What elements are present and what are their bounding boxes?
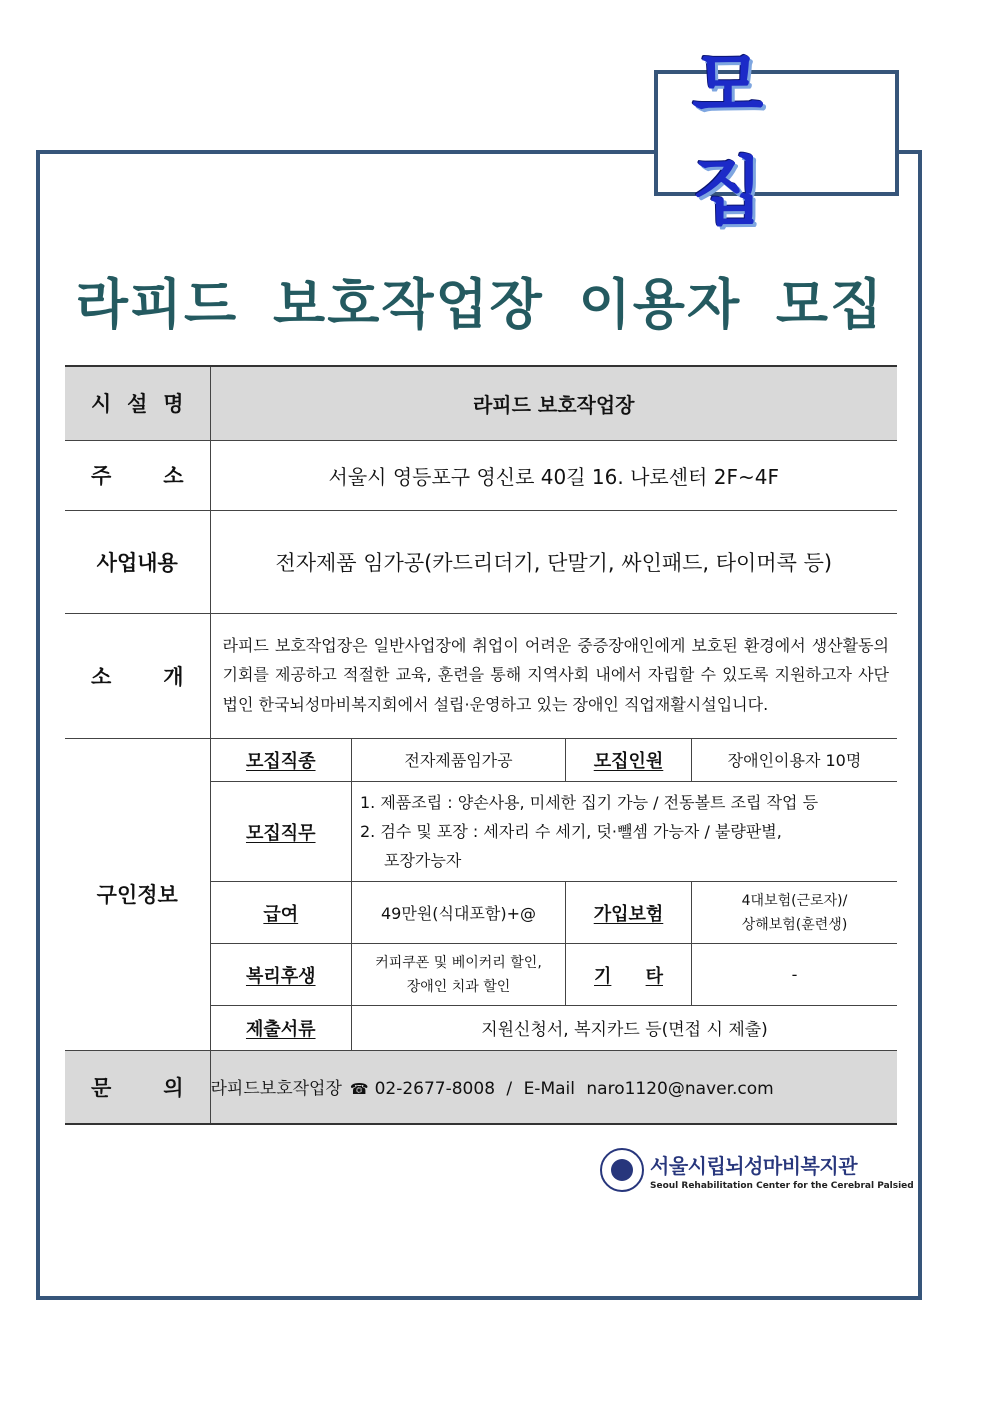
info-table	[65, 365, 897, 1125]
inquiry-label: 문 의	[65, 1050, 210, 1124]
inquiry-row	[65, 1050, 897, 1124]
inquiry-value	[210, 1050, 897, 1124]
org-name-en: Seoul Rehabilitation Center for the Cerebral Palsied	[650, 1180, 914, 1191]
recruit-badge	[654, 43, 899, 235]
email-label: E-Mail	[523, 1079, 575, 1100]
address-value: 서울시 영등포구 영신로 40길 16. 나로센터 2F~4F	[210, 440, 897, 510]
business-value: 전자제품 임가공(카드리더기, 단말기, 싸인패드, 타이머콕 등)	[210, 510, 897, 613]
duties-label: 모집직무	[211, 782, 352, 882]
inquiry-phone: 02-2677-8008	[374, 1079, 496, 1100]
insurance-value: 4대보험(근로자)/ 상해보험(훈련생)	[692, 882, 898, 944]
recruits-value: 장애인이용자 10명	[692, 739, 898, 782]
org-name-ko: 서울시립뇌성마비복지관	[650, 1153, 858, 1178]
phone-icon: ☎	[349, 1080, 369, 1099]
facility-label: 시 설 명	[65, 366, 210, 440]
welfare-label: 복리후생	[211, 944, 352, 1006]
facility-value: 라피드 보호작업장	[210, 366, 897, 440]
salary-value: 49만원(식대포함)+@	[352, 882, 566, 944]
address-row	[65, 440, 897, 510]
welfare-row	[211, 944, 898, 1006]
intro-row	[65, 613, 897, 738]
etc-label: 기 타	[566, 944, 692, 1006]
documents-row	[211, 1006, 898, 1050]
jobs-label: 구인정보	[65, 738, 210, 1050]
welfare-value: 커피쿠폰 및 베이커리 할인, 장애인 치과 할인	[352, 944, 566, 1006]
org-seal-icon	[600, 1148, 644, 1192]
recruits-label: 모집인원	[566, 739, 692, 782]
duties-row	[211, 782, 898, 882]
org-logo	[600, 1145, 914, 1195]
business-row	[65, 510, 897, 613]
address-label: 주 소	[65, 440, 210, 510]
salary-label: 급여	[211, 882, 352, 944]
intro-value: 라피드 보호작업장은 일반사업장에 취업이 어려운 중증장애인에게 보호된 환경에서 생산활동의 기회를 제공하고 적절한 교육, 훈련을 통해 지역사회 내에서 자립할 수 있도록 지원하고자 사단법인 한국뇌성마비복지회에서 설립·운영하고 있는 장애인 직업재활시설입니다.	[210, 613, 897, 738]
facility-row	[65, 366, 897, 440]
job-type-row	[211, 739, 898, 782]
documents-label: 제출서류	[211, 1006, 352, 1050]
job-type-label: 모집직종	[211, 739, 352, 782]
page-title: 라피드 보호작업장 이용자 모집	[75, 273, 885, 336]
salary-row	[211, 882, 898, 944]
job-type-value: 전자제품임가공	[352, 739, 566, 782]
intro-label: 소 개	[65, 613, 210, 738]
inquiry-email: naro1120@naver.com	[586, 1079, 774, 1100]
inquiry-org: 라피드보호작업장	[210, 1079, 342, 1100]
etc-value: -	[692, 944, 898, 1006]
duties-value: 1. 제품조립 : 양손사용, 미세한 집기 가능 / 전동볼트 조립 작업 등 2. 검수 및 포장 : 세자리 수 세기, 덧·뺄셈 가능자 / 불량판별, 포장가능자	[352, 782, 898, 882]
jobs-table-cell	[210, 738, 897, 1050]
jobs-subtable	[211, 739, 898, 1050]
business-label: 사업내용	[65, 510, 210, 613]
documents-value: 지원신청서, 복지카드 등(면접 시 제출)	[352, 1006, 898, 1050]
jobs-row	[65, 738, 897, 1050]
insurance-label: 가입보험	[566, 882, 692, 944]
inquiry-separator: /	[506, 1079, 513, 1100]
badge-text: 모 집	[692, 43, 798, 235]
